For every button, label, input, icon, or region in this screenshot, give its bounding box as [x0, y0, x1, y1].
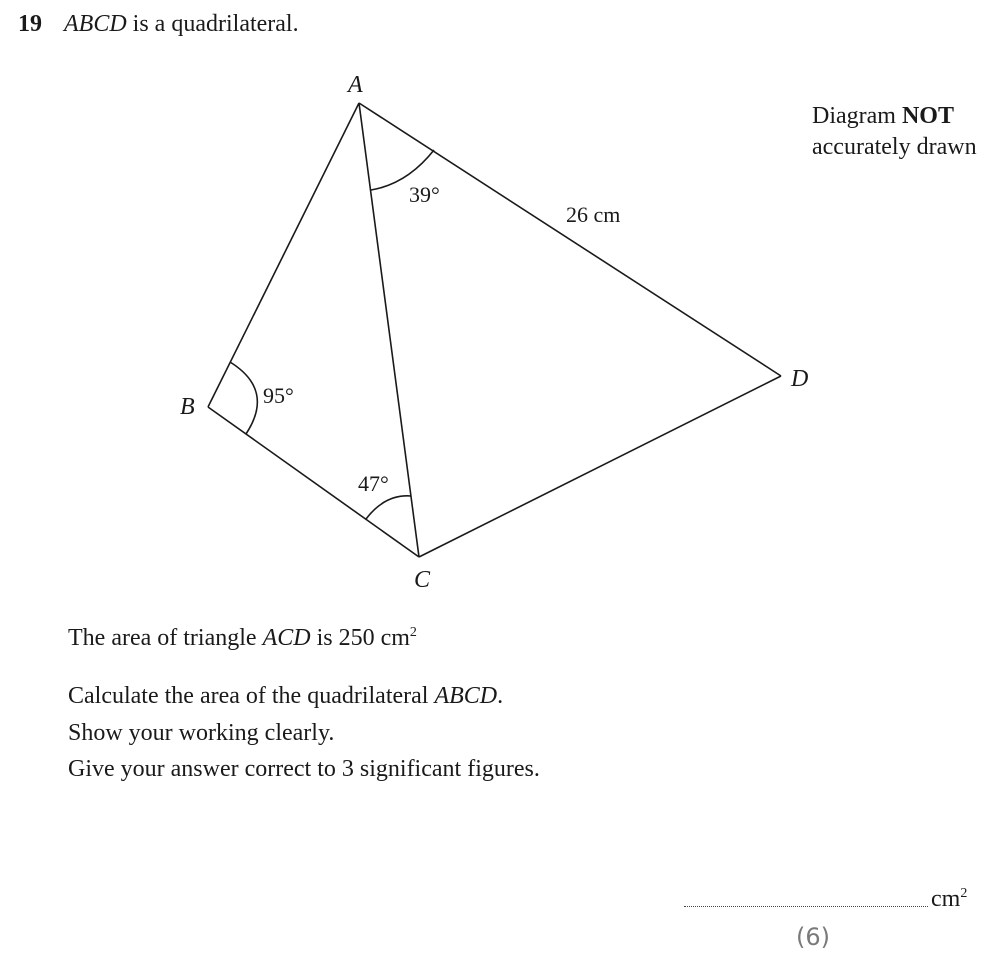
diagram-note-bold: NOT	[901, 103, 954, 129]
area-statement: The area of triangle ACD is 250 $cm^2$	[68, 625, 417, 651]
instruction-show-working: Show your working clearly.	[68, 720, 335, 746]
area-unit-exponent: 2	[409, 625, 417, 640]
instruction-calculate: Calculate the area of the quadrilateral ABCD.	[68, 683, 504, 709]
quadrilateral-name: ABCD	[64, 11, 127, 37]
side-da	[359, 103, 781, 376]
vertex-label-a: A	[348, 72, 363, 98]
vertex-label-c: C	[414, 567, 431, 593]
vertex-label-d: D	[791, 366, 809, 392]
angle-label-c: 47°	[358, 471, 389, 496]
side-label-ad: 26 cm	[566, 202, 621, 227]
diagram-note-line-1: Diagram NOT	[812, 103, 954, 129]
answer-unit-exponent: 2	[960, 886, 968, 901]
answer-unit: $cm^2$	[931, 886, 968, 912]
side-cd	[419, 376, 781, 557]
side-ab	[208, 103, 359, 407]
diagram-note	[812, 101, 977, 163]
angle-arc-b	[230, 362, 257, 434]
marks-total: (6)	[796, 923, 830, 951]
question-number: 19	[18, 11, 42, 37]
angle-arc-c	[366, 496, 411, 519]
answer-line[interactable]	[684, 906, 928, 907]
vertex-label-b: B	[180, 394, 195, 420]
question-title-text: is a quadrilateral.	[126, 11, 299, 37]
instruction-significant-figures: Give your answer correct to 3 significant figures.	[68, 756, 540, 782]
angle-label-b: 95°	[263, 383, 294, 408]
triangle-name: ACD	[262, 625, 311, 651]
quadrilateral-name-instruction: ABCD	[434, 683, 498, 709]
diagram-note-line-2: accurately drawn	[812, 134, 977, 160]
angle-label-a: 39°	[409, 182, 440, 207]
